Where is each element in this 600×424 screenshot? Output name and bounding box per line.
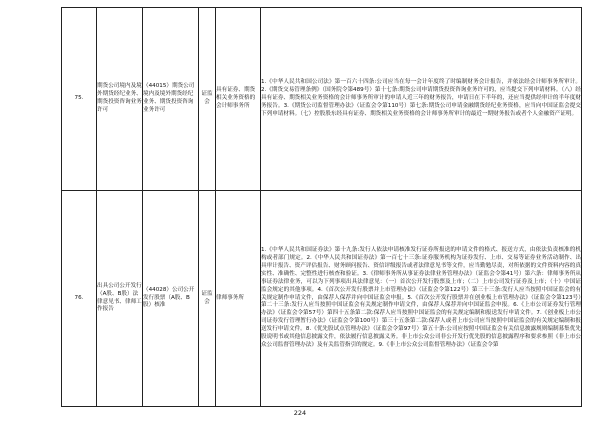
row-number: 76. (62, 191, 97, 407)
legal-basis-text: 1.《中华人民共和国证券法》第十九条:发行人依法申请核准发行证券所报送的申请文件的格式、报送方式，由依法负责核准的机构或者部门规定。2.《中华人民共和国证券法》第一百七十三条:证券服务机构为证券发行、上市、交易等证券业务活动制作、出具审计报告、资产评估报告、财务顾问报告、资信评级报告或者法律意见书等文件，应当勤勉尽责，对所依据的文件资料内容的真实性、准确性、完整性进行核查和验证。3.《律师事务所从事证券法律业务管理办法》（证监会令第41号）第六条：律师事务所从事证券法律业务，可以为下列事项出具法律意见：（一）首次公开发行股票及上市；（二）上市公司发行证券及上市；（十）中国证监会规定的其他事项。4.《首次公开发行股票并上市管理办法》（证监会令第122号）第三十三条:发行人应当按照中国证监会的有关规定制作申请文件，由保荐人保荐并向中国证监会申报。5.《首次公开发行股票并在创业板上市管理办法》（证监会令第123号）第二十三条:发行人应当按照中国证监会有关规定制作申请文件，由保荐人保荐并向中国证监会申报。6.《上市公司证券发行管理办法》（证监会令第57号）第四十五条第二款:保荐人应当按照中国证监会的有关规定编制和报送发行申请文件。7.《创业板上市公司证券发行管理暂行办法》（证监会令第100号）第三十五条第二款:保荐人或者上市公司应当按照中国证监会的有关规定编制和报送发行申请文件。8.《优先股试点管理办法》（证监会令第97号）第五十条:公司应按照中国证监会有关信息披露规则编制募集优先股说明书或其他信息披露文件，依法履行信息披露义务。非上市公众公司非公开发行优先股的信息披露程序和要求参照《非上市公众公司监督管理办法》及有关监管指引的规定。9.《非上市公众公司监督管理办法》（证监会令第 (261, 191, 582, 407)
intermediary-service-name: 期货公司境内及境外期货经纪业务、期货投资咨询业务许可 (97, 8, 143, 191)
row-number: 75. (62, 8, 97, 191)
approval-items-table (61, 7, 582, 407)
service-provider: 具有证券、期货相关业务资格的会计师事务所 (216, 8, 261, 191)
approval-item-code: （44015）期货公司境内及境外期货经纪业务、期货投资咨询业务许可 (143, 8, 199, 191)
table-row (62, 191, 582, 407)
approval-item-code: （44028）公司公开发行股票（A股、B股）核准 (143, 191, 199, 407)
approval-department: 证监会 (199, 8, 216, 191)
legal-basis-text: 1.《中华人民共和国公司法》第一百六十四条:公司应当在每一会计年度终了时编制财务会计报告，并依法经会计师事务所审计。2.《期货交易管理条例》（国务院令第489号）第十七条:期货公司申请期货投资咨询业务许可的，应当提交下列申请材料。（八）经具有证券、期货相关业务资格的会计师事务所审计的申请人近三年的财务报告，申请日在下半年的，还应当提供经审计的半年度财务报告。3.《期货公司监督管理办法》（证监会令第110号）第七条:期货公司申请金融期货经纪业务资格，应当向中国证监会提交下列申请材料。（七）控股股东经具有证券、期货相关业务资格的会计师事务所审计的最近一期财务报告或者个人金融资产证明。 (261, 8, 582, 191)
page-number: 224 (293, 409, 307, 417)
approval-department: 证监会 (199, 191, 216, 407)
intermediary-service-name: 出具公司公开发行（A股、B股）法律意见书、律师工作报告 (97, 191, 143, 407)
service-provider: 律师事务所 (216, 191, 261, 407)
table-row (62, 8, 582, 191)
